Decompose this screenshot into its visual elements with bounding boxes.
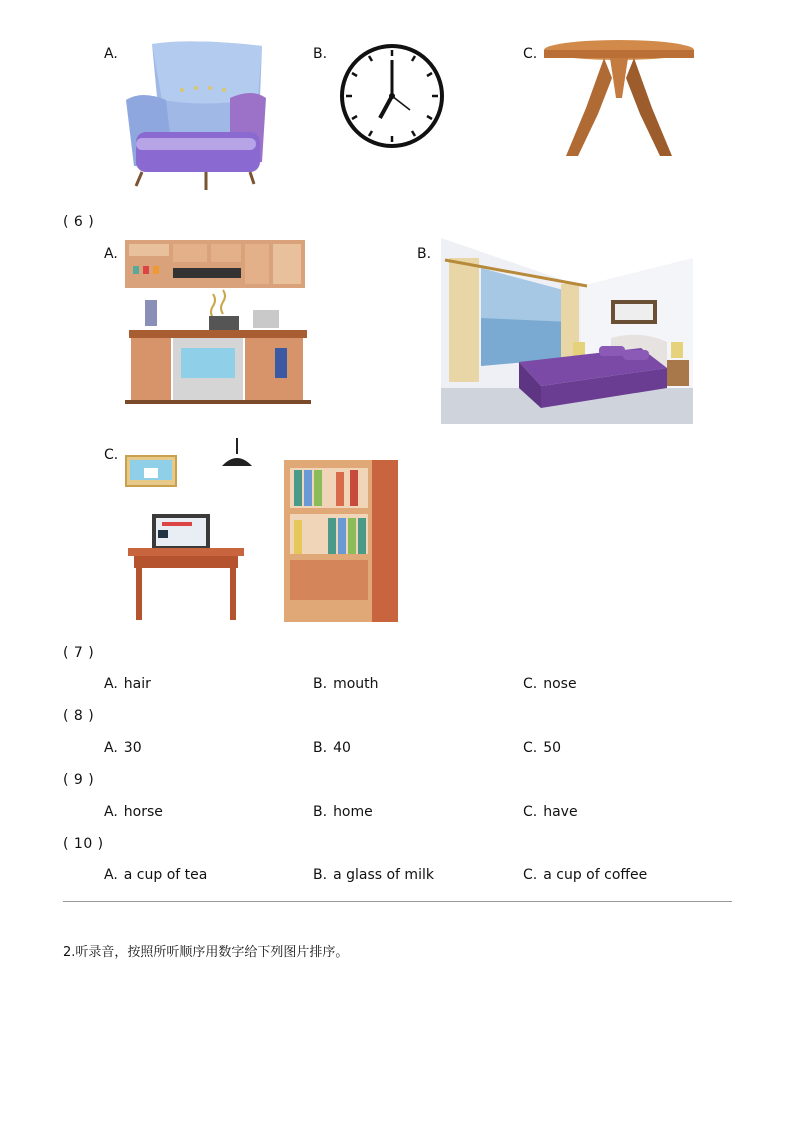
q9-number: ( 9 ) (63, 772, 95, 788)
q9-option-a: A. horse (104, 804, 163, 820)
kitchen-image (125, 238, 311, 406)
q5-option-b-label: B. (313, 46, 328, 62)
q6-number: ( 6 ) (63, 214, 95, 230)
round-table-image (542, 38, 696, 156)
q10-option-b: B. a glass of milk (313, 867, 434, 883)
bedroom-image (441, 238, 695, 424)
q7-number: ( 7 ) (63, 645, 95, 661)
study-room-image (122, 438, 402, 624)
q7-option-a: A. hair (104, 676, 151, 692)
q10-number: ( 10 ) (63, 836, 104, 852)
section2-instruction: 2.听录音，按照所听顺序用数字给下列图片排序。 (63, 945, 349, 960)
clock-image (338, 42, 446, 150)
q6-option-b-label: B. (417, 246, 432, 262)
q7-option-b: B. mouth (313, 676, 379, 692)
q8-option-b: B. 40 (313, 740, 351, 756)
q8-option-c: C. 50 (523, 740, 562, 756)
q5-option-c-label: C. (523, 46, 538, 62)
armchair-image (122, 38, 267, 194)
q5-option-a-label: A. (104, 46, 118, 62)
q6-option-c-label: C. (104, 447, 119, 463)
q8-number: ( 8 ) (63, 708, 95, 724)
q7-option-c: C. nose (523, 676, 577, 692)
q6-option-a-label: A. (104, 246, 118, 262)
q9-option-b: B. home (313, 804, 373, 820)
section-divider (63, 901, 732, 902)
q10-option-c: C. a cup of coffee (523, 867, 648, 883)
q8-option-a: A. 30 (104, 740, 142, 756)
q9-option-c: C. have (523, 804, 578, 820)
q10-option-a: A. a cup of tea (104, 867, 208, 883)
